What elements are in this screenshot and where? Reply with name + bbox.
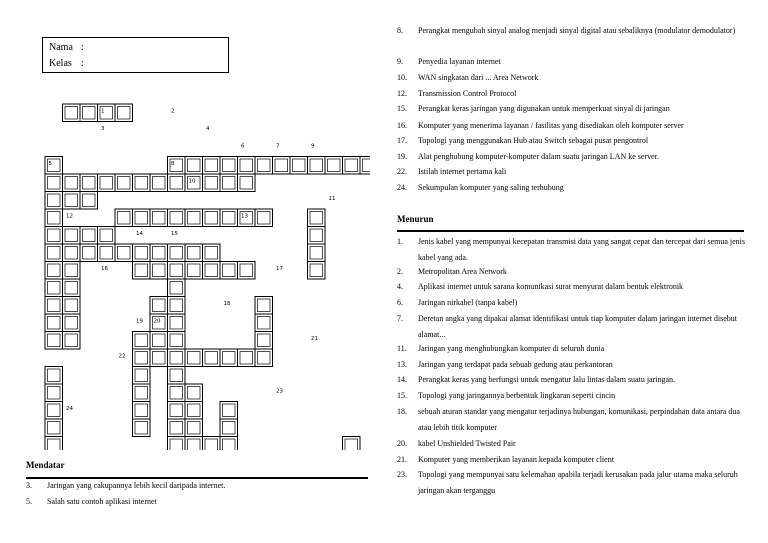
- grid-cell[interactable]: [133, 419, 151, 437]
- grid-cell[interactable]: [238, 157, 256, 175]
- grid-cell[interactable]: [168, 367, 186, 385]
- clue-num: 9.: [397, 57, 403, 66]
- clue-number: 14: [136, 231, 143, 237]
- grid-cell[interactable]: [220, 174, 238, 192]
- grid-cell[interactable]: [168, 437, 186, 451]
- grid-cell[interactable]: [133, 402, 151, 420]
- clue-item: [397, 54, 747, 70]
- grid-cell[interactable]: [203, 209, 221, 227]
- clue-item: [397, 70, 747, 86]
- grid-cell[interactable]: [308, 244, 326, 262]
- grid-cell[interactable]: [168, 384, 186, 402]
- grid-cell[interactable]: [63, 297, 81, 315]
- clue-number: 24: [66, 406, 73, 412]
- clue-num: 4.: [397, 282, 403, 291]
- name-separator: :: [81, 42, 84, 53]
- clue-text: Perangkat keras jaringan yang digunakan untuk memperkuat sinyal di jaringan: [418, 104, 670, 113]
- grid-cell[interactable]: [360, 157, 370, 175]
- grid-cell[interactable]: [45, 209, 63, 227]
- grid-cell[interactable]: [308, 209, 326, 227]
- grid-cell[interactable]: [220, 437, 238, 451]
- grid-cell[interactable]: [45, 384, 63, 402]
- grid-cell[interactable]: [308, 157, 326, 175]
- clue-text: Jaringan nirkabel (tanpa kabel): [418, 298, 518, 307]
- clue-text: Penyedia layanan internet: [418, 57, 501, 66]
- grid-cell[interactable]: [255, 349, 273, 367]
- clue-num: 5.: [26, 497, 32, 506]
- grid-cell[interactable]: [185, 244, 203, 262]
- clue-number: 8: [171, 161, 175, 167]
- clue-num: 1.: [397, 237, 403, 246]
- clue-item: [397, 404, 747, 435]
- grid-cell[interactable]: [255, 209, 273, 227]
- clue-text: Perangkat keras yang berfungsi untuk mengatur lalu lintas dalam suatu jaringan.: [418, 375, 676, 384]
- clue-number: 12: [66, 213, 73, 220]
- grid-cell[interactable]: [150, 244, 168, 262]
- grid-cell[interactable]: [133, 367, 151, 385]
- clue-number: 11: [328, 196, 336, 202]
- clue-item: [397, 372, 747, 388]
- clue-item: [397, 149, 747, 165]
- clue-number: 1: [101, 108, 105, 115]
- grid-cell[interactable]: [255, 314, 273, 332]
- clue-text: Komputer yang menerima layanan / fasilitas yang disediakan oleh komputer server: [418, 121, 684, 130]
- clue-text: Aplikasi internet untuk sarana komunikasi surat menyurat dalam bentuk elektronik: [418, 282, 684, 291]
- clue-item: [397, 101, 747, 117]
- grid-cell[interactable]: [150, 209, 168, 227]
- grid-cell[interactable]: [203, 262, 221, 280]
- clue-num: 20.: [397, 439, 407, 448]
- clue-number: 13: [241, 213, 248, 220]
- grid-cell[interactable]: [63, 262, 81, 280]
- clue-text: Jaringan yang menghubungkan komputer di seluruh dunia: [418, 344, 605, 353]
- grid-cell[interactable]: [238, 174, 256, 192]
- clue-item: [26, 494, 368, 510]
- grid-cell[interactable]: [220, 262, 238, 280]
- grid-cell[interactable]: [343, 157, 361, 175]
- grid-cell[interactable]: [98, 244, 116, 262]
- grid-cell[interactable]: [168, 314, 186, 332]
- grid-cell[interactable]: [185, 349, 203, 367]
- clue-number: 17: [276, 266, 283, 272]
- clue-item: [397, 357, 747, 373]
- clue-text: Komputer yang memberikan layanan kepada komputer client: [418, 455, 614, 464]
- clue-text: Metropolitan Area Network: [418, 267, 507, 276]
- grid-cell[interactable]: [63, 104, 81, 122]
- clue-number: 19: [136, 318, 143, 325]
- menurun-title: Menurun: [397, 214, 434, 224]
- clue-text: WAN singkatan dari ... Area Network: [418, 73, 539, 82]
- grid-cell[interactable]: [45, 244, 63, 262]
- clue-num: 2.: [397, 267, 403, 276]
- mendatar-title: Mendatar: [26, 460, 65, 470]
- clue-num: 24.: [397, 183, 407, 192]
- grid-cell[interactable]: [325, 157, 343, 175]
- clue-number: 10: [188, 178, 196, 185]
- clue-num: 13.: [397, 360, 407, 369]
- clue-number: 15: [171, 231, 178, 237]
- grid-cell[interactable]: [343, 437, 361, 451]
- clue-number: 21: [311, 336, 318, 342]
- grid-cell[interactable]: [98, 227, 116, 245]
- clue-item: [397, 118, 747, 134]
- clue-text: Istilah internet pertama kali: [418, 167, 507, 176]
- grid-cell[interactable]: [203, 437, 221, 451]
- grid-cell[interactable]: [168, 279, 186, 297]
- grid-cell[interactable]: [255, 297, 273, 315]
- clue-num: 14.: [397, 375, 407, 384]
- grid-cell[interactable]: [203, 244, 221, 262]
- class-label: Kelas: [49, 58, 72, 69]
- grid-cell[interactable]: [63, 332, 81, 350]
- clue-num: 3.: [26, 481, 32, 490]
- clue-text: Alat penghubung komputer-komputer dalam suatu jaringan LAN ke server.: [418, 152, 659, 161]
- grid-cell[interactable]: [150, 332, 168, 350]
- grid-cell[interactable]: [168, 419, 186, 437]
- grid-cell[interactable]: [45, 332, 63, 350]
- clue-num: 7.: [397, 314, 403, 323]
- clue-item: [397, 295, 747, 311]
- grid-cell[interactable]: [220, 349, 238, 367]
- grid-cell[interactable]: [185, 157, 203, 175]
- grid-cell[interactable]: [308, 262, 326, 280]
- grid-cell[interactable]: [203, 157, 221, 175]
- clue-text: kabel Unshielded Twisted Pair: [418, 439, 516, 448]
- clue-number: 4: [206, 126, 210, 132]
- clue-item: [397, 133, 747, 149]
- grid-cell[interactable]: [255, 332, 273, 350]
- grid-cell[interactable]: [98, 174, 116, 192]
- clue-num: 18.: [397, 407, 407, 416]
- name-label: Nama: [49, 42, 73, 53]
- grid-cell[interactable]: [45, 262, 63, 280]
- clue-text: sebuah aturan standar yang mengatur terjadinya hubungan, komunikasi, perpindahan data antara dua atau lebih titik komputer: [418, 407, 740, 432]
- clue-item: [397, 164, 747, 180]
- grid-cell[interactable]: [238, 349, 256, 367]
- clue-number: 23: [276, 388, 283, 395]
- grid-cell[interactable]: [45, 297, 63, 315]
- clue-number: 7: [276, 143, 280, 150]
- grid-cell[interactable]: [45, 437, 63, 451]
- grid-cell[interactable]: [308, 227, 326, 245]
- grid-cell[interactable]: [80, 192, 98, 210]
- grid-cell[interactable]: [203, 174, 221, 192]
- grid-cell[interactable]: [290, 157, 308, 175]
- clue-number: 5: [48, 161, 52, 167]
- clue-num: 11.: [397, 344, 407, 353]
- clue-num: 19.: [397, 152, 407, 161]
- grid-cell[interactable]: [115, 209, 133, 227]
- crossword-grid: [0, 0, 370, 450]
- clue-item: [397, 279, 747, 295]
- grid-cell[interactable]: [185, 419, 203, 437]
- clue-num: 22.: [397, 167, 407, 176]
- grid-cell[interactable]: [133, 384, 151, 402]
- clue-item: [397, 341, 747, 357]
- clue-number: 9: [311, 143, 315, 150]
- grid-cell[interactable]: [168, 349, 186, 367]
- clue-num: 6.: [397, 298, 403, 307]
- clue-num: 8.: [397, 26, 403, 35]
- grid-cell[interactable]: [45, 367, 63, 385]
- clue-item: [397, 388, 747, 404]
- clue-text: Transmission Control Protocol: [418, 89, 517, 98]
- clue-num: 15.: [397, 104, 407, 113]
- grid-cell[interactable]: [220, 209, 238, 227]
- grid-cell[interactable]: [273, 157, 291, 175]
- grid-cell[interactable]: [63, 279, 81, 297]
- grid-cell[interactable]: [168, 262, 186, 280]
- grid-cell[interactable]: [255, 157, 273, 175]
- clue-text: Topologi yang mempunyai satu kelemahan apabila terjadi kerusakan pada jalur utama maka seluruh jaringan akan terganggu: [418, 470, 738, 495]
- grid-cell[interactable]: [80, 227, 98, 245]
- grid-cell[interactable]: [185, 209, 203, 227]
- clue-text: Jaringan yang terdapat pada sebuah gedung atau perkantoran: [418, 360, 613, 369]
- clue-number: 2: [171, 108, 175, 115]
- grid-cell[interactable]: [150, 297, 168, 315]
- grid-cell[interactable]: [45, 402, 63, 420]
- grid-cell[interactable]: [63, 314, 81, 332]
- clue-item: [397, 467, 747, 498]
- grid-cell[interactable]: [185, 402, 203, 420]
- grid-cell[interactable]: [220, 402, 238, 420]
- grid-cell[interactable]: [45, 174, 63, 192]
- grid-cell[interactable]: [150, 262, 168, 280]
- clue-text: Salah satu contoh aplikasi internet: [47, 497, 157, 506]
- clue-number: 18: [223, 301, 231, 307]
- grid-cell[interactable]: [220, 157, 238, 175]
- grid-cell[interactable]: [80, 244, 98, 262]
- grid-cell[interactable]: [185, 262, 203, 280]
- clue-text: Sekumpulan komputer yang saling terhubung: [418, 183, 564, 192]
- grid-cell[interactable]: [115, 104, 133, 122]
- class-separator: :: [81, 58, 84, 69]
- grid-cell[interactable]: [220, 419, 238, 437]
- grid-cell[interactable]: [238, 262, 256, 280]
- clue-item: [397, 264, 747, 280]
- grid-cell[interactable]: [45, 192, 63, 210]
- clue-number: 20: [153, 318, 161, 325]
- clue-number: 3: [101, 126, 105, 132]
- grid-cell[interactable]: [63, 227, 81, 245]
- clue-num: 21.: [397, 455, 407, 464]
- clue-num: 16.: [397, 121, 407, 130]
- grid-cell[interactable]: [168, 209, 186, 227]
- grid-cell[interactable]: [133, 174, 151, 192]
- grid-cell[interactable]: [115, 174, 133, 192]
- grid-cell[interactable]: [150, 174, 168, 192]
- grid-cell[interactable]: [45, 314, 63, 332]
- clue-num: 23.: [397, 470, 407, 479]
- grid-cell[interactable]: [133, 244, 151, 262]
- grid-cell[interactable]: [63, 244, 81, 262]
- grid-cell[interactable]: [133, 209, 151, 227]
- clue-number: 22: [118, 353, 126, 360]
- grid-cell[interactable]: [45, 227, 63, 245]
- grid-cell[interactable]: [168, 297, 186, 315]
- clue-item: [397, 23, 747, 39]
- grid-cell[interactable]: [168, 174, 186, 192]
- menurun-rule: [397, 230, 744, 232]
- grid-cell[interactable]: [150, 349, 168, 367]
- grid-cell[interactable]: [63, 192, 81, 210]
- clue-item: [397, 436, 747, 452]
- grid-cell[interactable]: [168, 402, 186, 420]
- clue-num: 10.: [397, 73, 407, 82]
- clue-text: Topologi yang menggunakan Hub atau Switch sebagai pusat pengontrol: [418, 136, 649, 145]
- grid-cell[interactable]: [80, 174, 98, 192]
- clue-item: [26, 478, 368, 494]
- grid-cell[interactable]: [168, 244, 186, 262]
- clue-text: Jaringan yang cakupannya lebih kecil daripada internet.: [47, 481, 226, 490]
- grid-cell[interactable]: [203, 349, 221, 367]
- grid-cell[interactable]: [185, 437, 203, 451]
- grid-cell[interactable]: [168, 332, 186, 350]
- grid-cell[interactable]: [133, 332, 151, 350]
- clue-item: [397, 86, 747, 102]
- clue-text: Jenis kabel yang mempunyai kecepatan transmisi data yang sangat cepat dan tercepat dari semua jenis kabel yang ada.: [418, 237, 745, 262]
- clue-item: [397, 234, 747, 265]
- grid-cell[interactable]: [133, 349, 151, 367]
- grid-cell[interactable]: [133, 262, 151, 280]
- clue-text: Perangkat mengubah sinyal analog menjadi sinyal digital atau sebaliknya (modulator demodulator): [418, 26, 736, 35]
- clue-num: 12.: [397, 89, 407, 98]
- grid-cell[interactable]: [63, 174, 81, 192]
- clue-text: Topologi yang jaringannya berbentuk lingkaran seperti cincin: [418, 391, 616, 400]
- grid-cell[interactable]: [185, 384, 203, 402]
- clue-item: [397, 180, 747, 196]
- clue-text: Deretan angka yang dipakai alamat identifikasi untuk tiap komputer dalam jaringan internet disebut alamat...: [418, 314, 738, 339]
- grid-cell[interactable]: [45, 419, 63, 437]
- clue-num: 17.: [397, 136, 407, 145]
- clue-num: 15.: [397, 391, 407, 400]
- clue-number: 6: [241, 143, 245, 150]
- grid-cell[interactable]: [115, 244, 133, 262]
- clue-item: [397, 452, 747, 468]
- clue-number: 16: [101, 266, 108, 272]
- grid-cell[interactable]: [80, 104, 98, 122]
- grid-cell[interactable]: [45, 279, 63, 297]
- clue-item: [397, 311, 747, 342]
